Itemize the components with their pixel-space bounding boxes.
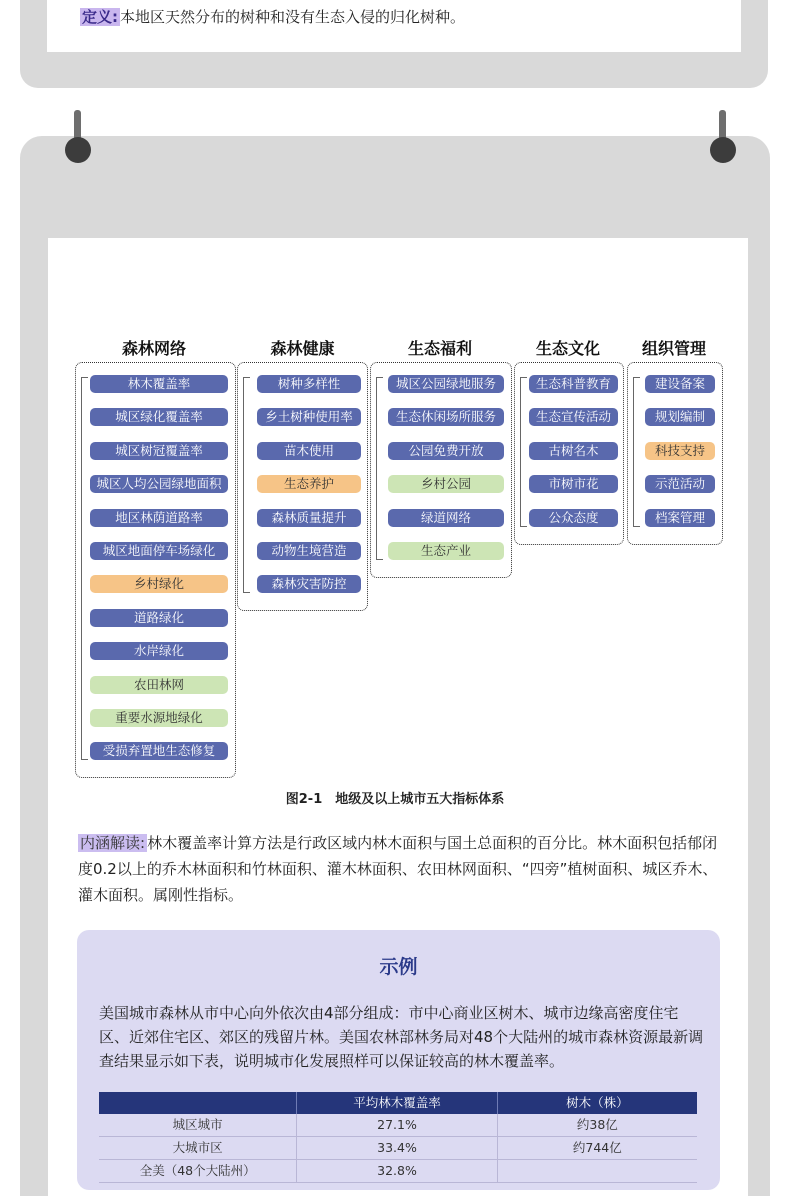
interpretation-label: 内涵解读:: [80, 834, 146, 852]
indicator-item: 乡村绿化: [90, 575, 228, 593]
definition-line: [80, 6, 465, 27]
indicator-item: 生态产业: [388, 542, 504, 560]
column-title: 森林健康: [270, 339, 335, 358]
binder-hole-left: [65, 137, 91, 163]
indicator-item: 建设备案: [645, 375, 715, 393]
indicator-item: 示范活动: [645, 475, 715, 493]
indicator-item: 城区公园绿地服务: [388, 375, 504, 393]
table-header-cell: 平均林木覆盖率: [296, 1092, 496, 1114]
indicator-item: 公众态度: [529, 509, 618, 527]
indicator-item: 档案管理: [645, 509, 715, 527]
indicator-item: 城区人均公园绿地面积: [90, 475, 228, 493]
table-cell: [497, 1160, 697, 1182]
indicator-item: 地区林荫道路率: [90, 509, 228, 527]
column-bracket: [376, 377, 383, 560]
indicator-item: 生态养护: [257, 475, 361, 493]
indicator-item: 城区地面停车场绿化: [90, 542, 228, 560]
figure-caption: 图2-1 地级及以上城市五大指标体系: [285, 792, 505, 807]
indicator-item: 森林质量提升: [257, 509, 361, 527]
indicator-item: 重要水源地绿化: [90, 709, 228, 727]
example-text: 美国城市森林从市中心向外依次由4部分组成：市中心商业区树木、城市边缘高密度住宅区、近郊住宅区、郊区的残留片林。美国农林部林务局对48个大陆州的城市森林资源最新调查结果显示如下表，说明城市化发展照样可以保证较高的林木覆盖率。: [99, 1004, 704, 1070]
binder-hole-right: [710, 137, 736, 163]
column-title: 森林网络: [121, 339, 186, 358]
indicator-item: 城区绿化覆盖率: [90, 408, 228, 426]
table-row: [99, 1160, 697, 1183]
column-bracket: [633, 377, 640, 527]
column-bracket: [520, 377, 527, 527]
indicator-item: 动物生境营造: [257, 542, 361, 560]
indicator-item: 森林灾害防控: [257, 575, 361, 593]
example-box: [77, 930, 720, 1190]
indicator-item: 生态科普教育: [529, 375, 618, 393]
table-cell: 33.4%: [296, 1137, 496, 1159]
indicator-item: 绿道网络: [388, 509, 504, 527]
table-cell: 27.1%: [296, 1114, 496, 1136]
table-cell: 32.8%: [296, 1160, 496, 1182]
indicator-item: 乡土树种使用率: [257, 408, 361, 426]
indicator-item: 生态休闲场所服务: [388, 408, 504, 426]
table-row: [99, 1114, 697, 1137]
table-cell: 约38亿: [497, 1114, 697, 1136]
table-cell: 全美（48个大陆州）: [139, 1163, 256, 1178]
column-title: 组织管理: [641, 339, 706, 358]
example-title: 示例: [379, 956, 418, 978]
interpretation-text: 林木覆盖率计算方法是行政区域内林木面积与国土总面积的百分比。林木面积包括郁闭度0.2以上的乔木林面积和竹林面积、灌木林面积、农田林网面积、“四旁”植树面积、城区乔木、灌木面积。属刚性指标。: [78, 834, 718, 904]
definition-label: 定义:: [82, 8, 118, 26]
indicator-item: 规划编制: [645, 408, 715, 426]
interpretation-paragraph: [78, 830, 728, 908]
indicator-item: 科技支持: [645, 442, 715, 460]
indicator-item: 树种多样性: [257, 375, 361, 393]
column-title: 生态文化: [535, 339, 600, 358]
indicator-item: 道路绿化: [90, 609, 228, 627]
table-cell: 城区城市: [172, 1117, 223, 1132]
column-bracket: [243, 377, 250, 593]
indicator-item: 公园免费开放: [388, 442, 504, 460]
table-header: [99, 1092, 697, 1114]
indicator-item: 水岸绿化: [90, 642, 228, 660]
indicator-item: 乡村公园: [388, 475, 504, 493]
indicator-item: 城区树冠覆盖率: [90, 442, 228, 460]
indicator-item: 古树名木: [529, 442, 618, 460]
table-row: [99, 1137, 697, 1160]
column-title: 生态福利: [407, 339, 472, 358]
table-header-cell: 树木（株）: [497, 1092, 697, 1114]
indicator-item: 受损弃置地生态修复: [90, 742, 228, 760]
column-bracket: [81, 377, 88, 760]
indicator-item: 农田林网: [90, 676, 228, 694]
table-header-cell: [99, 1092, 296, 1114]
indicator-item: 生态宣传活动: [529, 408, 618, 426]
definition-text: 本地区天然分布的树种和没有生态入侵的归化树种。: [120, 8, 466, 26]
coverage-table: [99, 1092, 697, 1183]
table-cell: 大城市区: [172, 1140, 223, 1155]
table-cell: 约744亿: [497, 1137, 697, 1159]
indicator-item: 市树市花: [529, 475, 618, 493]
indicator-item: 林木覆盖率: [90, 375, 228, 393]
indicator-item: 苗木使用: [257, 442, 361, 460]
